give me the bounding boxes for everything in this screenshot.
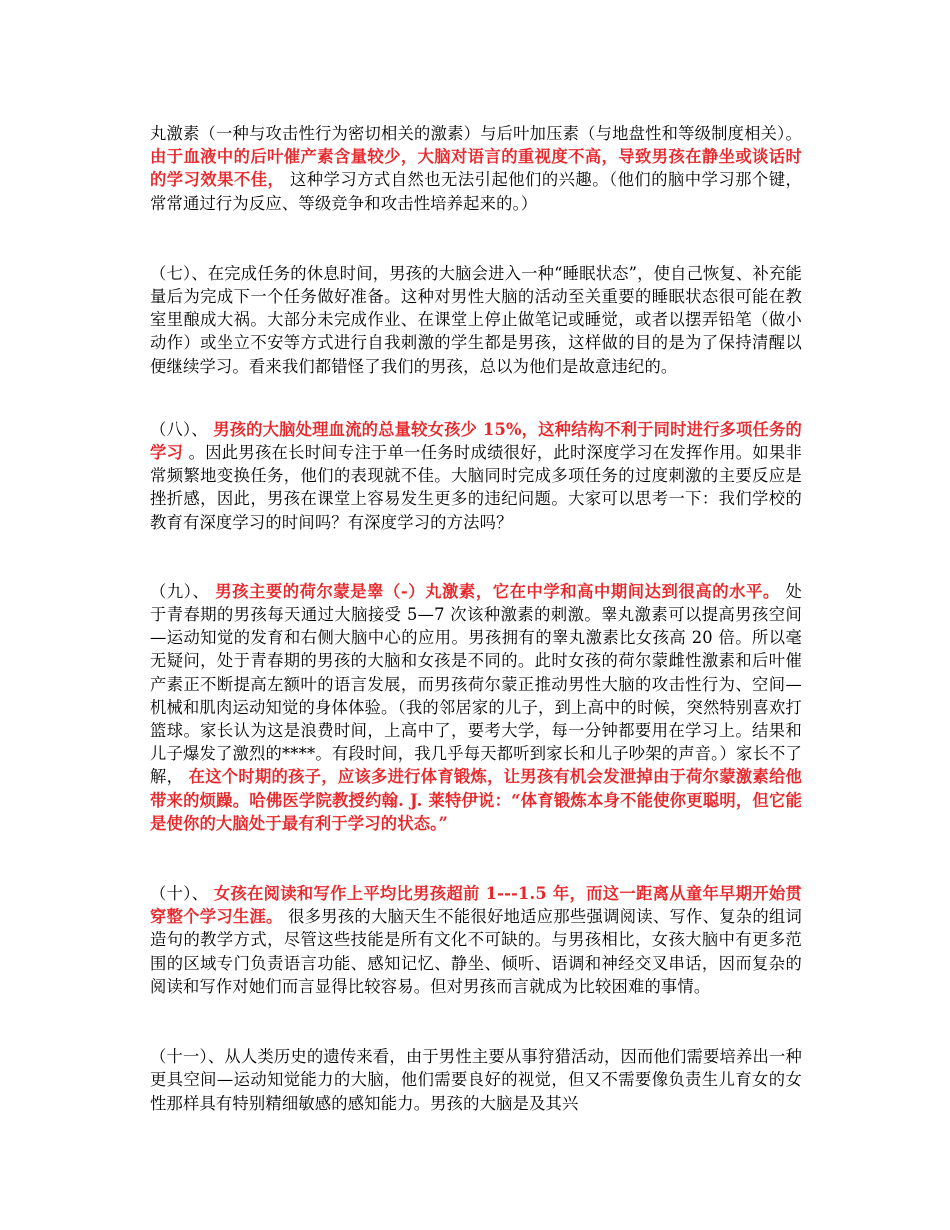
emphasis-segment: 男孩的大脑处理血流的总量较女孩少 15%，这种结构不利于同时进行多项任务的学习 bbox=[150, 419, 802, 463]
text-segment: （十）、 bbox=[150, 884, 214, 904]
paragraph-point-10 bbox=[150, 882, 802, 998]
paragraph-point-11 bbox=[150, 1045, 802, 1115]
text-segment: 处于青春期的男孩每天通过大脑接受 5—7 次该种激素的刺激。睾丸激素可以提高男孩空间—运动知觉的发育和右侧大脑中心的应用。男孩拥有的睾丸激素比女孩高 20 倍。所以毫无疑问，处于青春期的男孩的大脑和女孩是不同的。此时女孩的荷尔蒙雌性激素和后叶催产素正不断提高左额叶的语言发展，而男孩荷尔蒙正推动男性大脑的攻击性行为、空间—机械和肌肉运动知觉的身体体验。（我的邻居家的儿子，到上高中的时候，突然特别喜欢打篮球。家长认为这是浪费时间，上高中了，要考大学，每一分钟都要用在学习上。结果和儿子爆发了激烈的****。有段时间，我几乎每天都听到家长和儿子吵架的声音。）家长不了解， bbox=[150, 581, 803, 787]
text-segment: 。因此男孩在长时间专注于单一任务时成绩很好，此时深度学习在发挥作用。如果非常频繁地变换任务，他们的表现就不佳。大脑同时完成多项任务的过度刺激的主要反应是挫折感，因此，男孩在课堂上容易发生更多的违纪问题。大家可以思考一下：我们学校的教育有深度学习的时间吗？有深度学习的方法吗？ bbox=[150, 443, 803, 532]
text-segment: （十一）、从人类历史的遗传来看，由于男性主要从事狩猎活动，因而他们需要培养出一种更具空间—运动知觉能力的大脑，他们需要良好的视觉，但又不需要像负责生儿育女的女性那样具有特别精细敏感的感知能力。男孩的大脑是及其兴 bbox=[150, 1047, 802, 1113]
emphasis-segment: 女孩在阅读和写作上平均比男孩超前 1---1.5 年，而这一距离从童年早期开始贯穿整个学习生涯。 bbox=[150, 884, 802, 927]
emphasis-segment: 由于血液中的后叶催产素含量较少，大脑对语言的重视度不高，导致男孩在静坐或谈话时的学习效果不佳， bbox=[150, 147, 802, 190]
paragraph-hormones-intro bbox=[150, 122, 802, 215]
emphasis-segment: 在这个时期的孩子，应该多进行体育锻炼，让男孩有机会发泄掉由于荷尔蒙激素给他带来的烦躁。哈佛医学院教授约翰. J. 莱特伊说：“体育锻炼本身不能使你更聪明，但它能是使你的大脑处于最有利于学习的状态。” bbox=[150, 767, 802, 833]
text-segment: （九）、 bbox=[150, 581, 216, 601]
text-segment: （七）、在完成任务的休息时间，男孩的大脑会进入一种“睡眠状态”，使自己恢复、补充能量后为完成下一个任务做好准备。这种对男性大脑的活动至关重要的睡眠状态很可能在教室里酿成大祸。大部分未完成作业、在课堂上停止做笔记或睡觉，或者以摆弄铅笔（做小动作）或坐立不安等方式进行自我刺激的学生都是男孩，这样做的目的是为了保持清醒以便继续学习。看来我们都错怪了我们的男孩，总以为他们是故意违纪的。 bbox=[150, 263, 802, 376]
paragraph-point-7 bbox=[150, 262, 802, 378]
paragraph-point-8 bbox=[150, 418, 802, 534]
text-segment: 丸激素（一种与攻击性行为密切相关的激素）与后叶加压素（与地盘性和等级制度相关）。 bbox=[150, 124, 802, 143]
document-page bbox=[150, 122, 802, 1115]
paragraph-point-9 bbox=[150, 580, 802, 835]
text-segment: 很多男孩的大脑天生不能很好地适应那些强调阅读、写作、复杂的组词造句的教学方式，尽管这些技能是所有文化不可缺的。与男孩相比，女孩大脑中有更多范围的区域专门负责语言功能、感知记忆、静坐、倾听、语调和神经交叉串话，因而复杂的阅读和写作对她们而言显得比较容易。但对男孩而言就成为比较困难的事情。 bbox=[150, 907, 802, 996]
text-segment: （八）、 bbox=[150, 419, 214, 439]
emphasis-segment: 男孩主要的荷尔蒙是睾（-）丸激素，它在中学和高中期间达到很高的水平。 bbox=[215, 581, 780, 601]
text-segment: 这种学习方式自然也无法引起他们的兴趣。（他们的脑中学习那个键，常常通过行为反应、等级竞争和攻击性培养起来的。） bbox=[150, 170, 802, 213]
